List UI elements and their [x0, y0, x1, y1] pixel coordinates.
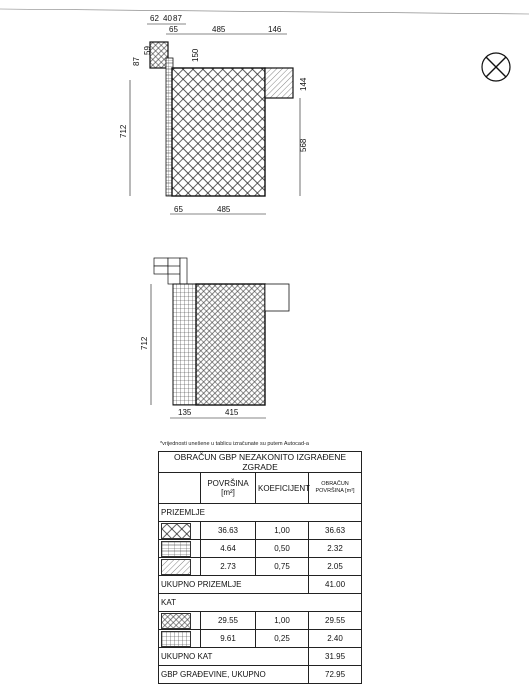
dense-cross-hatch-swatch — [161, 613, 191, 629]
table-row: 9.61 0,25 2.40 — [159, 630, 362, 648]
ground-floor-total: 41.00 — [309, 576, 362, 594]
upper-floor-label: KAT — [159, 594, 362, 612]
grid-hatch-swatch — [161, 631, 191, 647]
dim-146: 146 — [268, 25, 282, 34]
header-area: POVRŠINA [m²] — [201, 473, 256, 504]
grand-total-label: GBP GRAĐEVINE, UKUPNO — [159, 666, 309, 684]
grand-total: 72.95 — [309, 666, 362, 684]
table-row: 36.63 1,00 36.63 — [159, 522, 362, 540]
ground-floor-label: PRIZEMLJE — [159, 504, 362, 522]
grid-area-hatch — [173, 284, 196, 405]
dim-135: 135 — [178, 408, 192, 417]
upper-floor-total-label: UKUPNO KAT — [159, 648, 309, 666]
dim-62: 62 — [150, 14, 159, 23]
dim-144: 144 — [299, 77, 308, 91]
dim-485-bottom: 485 — [217, 205, 231, 214]
dim-87: 87 — [173, 14, 182, 23]
dim-485-top: 485 — [212, 25, 226, 34]
table-title: OBRAČUN GBP NEZAKONITO IZGRAĐENE ZGRADE — [159, 452, 362, 473]
stair-outline — [154, 258, 187, 284]
dim-65-bottom: 65 — [174, 205, 183, 214]
cross-hatch-swatch — [161, 523, 191, 539]
upper-floor-total: 31.95 — [309, 648, 362, 666]
dim-87-left: 87 — [132, 57, 141, 66]
table-row: 2.73 0,75 2.05 — [159, 558, 362, 576]
mixed-hatch-swatch — [161, 541, 191, 557]
upper-floor-plan — [154, 258, 289, 405]
dim-568: 568 — [299, 138, 308, 152]
ground-floor-total-label: UKUPNO PRIZEMLJE — [159, 576, 309, 594]
dim-59-left: 59 — [143, 46, 152, 55]
ground-floor-plan — [150, 42, 293, 196]
dim-40: 40 — [163, 14, 172, 23]
gbp-calculation-table — [158, 451, 362, 684]
autocad-note: *vrijednosti unešene u tablicu izračunate su putem Autocad-a — [160, 441, 309, 447]
main-area-hatch — [172, 68, 265, 196]
dim-712-bottom: 712 — [140, 336, 149, 350]
dim-712-top: 712 — [119, 124, 128, 138]
table-row: 4.64 0,50 2.32 — [159, 540, 362, 558]
annex-hatch — [265, 68, 293, 98]
page-edge-line — [0, 9, 529, 14]
header-calculated-area: OBRAČUN POVRŠINA [m²] — [309, 473, 362, 504]
dim-65-top: 65 — [169, 25, 178, 34]
diagonal-hatch-swatch — [161, 559, 191, 575]
dim-415: 415 — [225, 408, 239, 417]
upper-main-area-hatch — [196, 284, 265, 405]
upper-annex-outline — [265, 284, 289, 311]
north-arrow-icon — [482, 53, 510, 81]
header-coefficient: KOEFICIJENT — [256, 473, 309, 504]
table-row: 29.55 1,00 29.55 — [159, 612, 362, 630]
dim-150: 150 — [191, 48, 200, 62]
stair-block-hatch — [150, 42, 168, 68]
